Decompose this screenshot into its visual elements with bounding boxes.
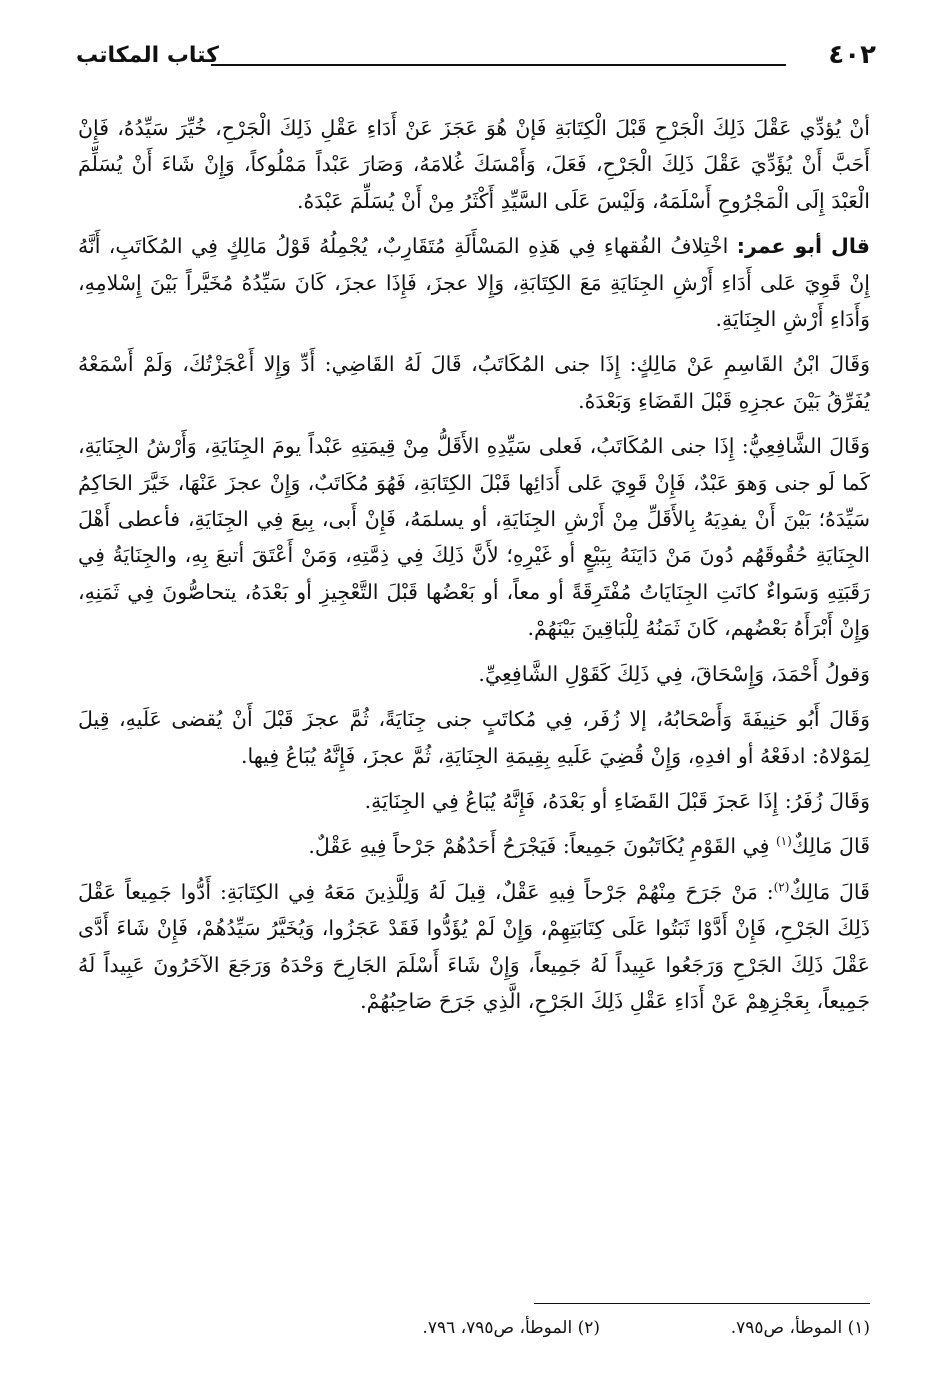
paragraph-7: وَقَالَ زُفَرُ: إِذَا عَجزَ قَبْلَ القَضَاءِ أو بَعْدَهُ، فَإِنَّهُ يُبَاعُ فِي الجِنَايَةِ. bbox=[364, 788, 870, 813]
footnote-ref-2: (٢) bbox=[773, 879, 790, 894]
footnote-ref-1: (١) bbox=[775, 834, 792, 849]
main-text bbox=[78, 110, 870, 1028]
footnote-2: (٢) الموطأ، ص٧٩٥، ٧٩٦. bbox=[422, 1318, 600, 1338]
paragraph-8-lead: قَالَ مَالِكٌ bbox=[791, 834, 870, 859]
paragraph-9-lead: قَالَ مَالِكٌ bbox=[789, 879, 870, 904]
paragraph-8 bbox=[78, 828, 870, 864]
footnote-rule bbox=[534, 1303, 870, 1304]
paragraph-9-text: : مَنْ جَرَحَ مِنْهُمْ جَرْحاً فِيهِ عَقْلٌ، قِيلَ لَهُ وَلِلَّذِينَ مَعَهُ فِي الكِتَابَةِ: أَدُّوا جَمِيعاً عَقْلَ ذَلِكَ الجَرْحِ، فَإِنْ أَدَّوْا ثَبَتُوا عَلَى كِتَابَتِهِمْ، وَإِنْ لَمْ يُؤَدُّوا فَقَدْ عَجَزُوا، وَيُخَيَّرُ سَيِّدُهُمْ، فَإِنْ شَاءَ أَدَّى عَقْلَ ذَلِكَ الجَرْحِ وَرَجَعُوا عَبِيداً لَهُ جَمِيعاً، وَإِنْ شَاءَ أَسْلَمَ الجَارِحَ وَحْدَهُ وَرَجَعَ الآخَرُونَ عَبِيداً لَهُ جَمِيعاً، بِعَجْزِهِمْ عَنْ أَدَاءِ عَقْلِ ذَلِكَ الجَرْحِ، الَّذِي جَرَحَ صَاحِبُهُمْ. bbox=[78, 879, 870, 1013]
paragraph-2 bbox=[78, 228, 870, 337]
paragraph-6: وَقَالَ أَبُو حَنِيفَةَ وَأَصْحَابُهُ، إلا زُفَر، فِي مُكاتَبٍ جنى جِنَايَةً، ثُمَّ عجزَ قَبْلَ أَنْ يُقضى عَلَيهِ، قِيلَ لِمَوْلاهُ: ادفَعْهُ أو افدِهِ، وَإِنْ قُضِيَ عَلَيهِ بِقِيمَةِ الجِنَايَةِ، ثُمَّ عجزَ، فَإِنَّهُ يُبَاعُ فِيها. bbox=[78, 707, 870, 768]
header-rule bbox=[211, 64, 786, 66]
paragraph-3: وَقَالَ ابْنُ القَاسِمِ عَنْ مَالِكٍ: إِذَا جنى المُكَاتَبُ، قَالَ لَهُ القَاضِي: أَدِّ وَإِلا أَعْجَزْتُكَ، وَلَمْ أَسْمَعْهُ يُفَرِّقُ بَيْنَ عجزِهِ قَبْلَ القَضَاءِ وَبَعْدَهُ. bbox=[78, 352, 870, 413]
paragraph-9 bbox=[78, 874, 870, 1020]
paragraph-5: وَقولُ أَحْمَدَ، وَإِسْحَاقَ، فِي ذَلِكَ كَقَوْلِ الشَّافِعِيِّ. bbox=[478, 661, 870, 686]
speaker-label: قال أبو عمر: bbox=[736, 234, 870, 259]
paragraph-4: وَقَالَ الشَّافِعِيُّ: إِذَا جنى المُكَاتَبُ، فَعلى سَيِّدِهِ الأَقَلُّ مِنْ قِيمَتِهِ عَبْداً يومَ الجِنَايَةِ، وَأَرْشُ الجِنَايَةِ، كَما لَو جنى وَهوَ عَبْدٌ، فَإِنْ قَوِيَ عَلى أَدَائِها قَبْلَ الكِتَابَةِ، فَهُوَ مُكَاتَبٌ، وَإِنْ عجزَ عَنْهَا، خَيَّرَ الحَاكِمُ سَيِّدَهُ؛ بَيْنَ أَنْ يفدِيَهُ بِالأَقَلِّ مِنْ أَرْشِ الجِنَايَةِ، أو يسلمَهُ، فَإِنْ أَبى، بِيعَ فِي الجِنَايَةِ، فأعطى أَهْلَ الجِنَايَةِ حُقُوقَهُم دُونَ مَنْ دَايَنَهُ بِبَيْعٍ أو غَيْرِهِ؛ لأَنَّ ذَلِكَ فِي ذِمَّتِهِ، وَمَنْ أَعْتَقَ أتبعَ بِهِ، والجِنَايَةُ فِي رَقَبَتِهِ وَسَواءٌ كانَتِ الجِنَايَاتُ مُفْتَرِقَةً أو معاً، أو بَعْضُها قَبْلَ التَّعْجِيزِ أو بَعْدَهُ، يتحاصُّونَ فِي ثَمَنِهِ، وَإِنْ أَبْرَأَهُ بَعْضُهم، كَانَ ثَمَنُهُ لِلْبَاقِينَ بَيْنَهُمْ. bbox=[78, 434, 870, 641]
paragraph-2-text: اخْتِلافُ الفُقهاءِ فِي هَذِهِ المَسْأَلَةِ مُتَقَارِبٌ، يُجْمِلُهُ قَوْلُ مَالِكٍ فِي المُكَاتَبِ، أَنَّهُ إِنْ قَوِيَ عَلى أَدَاءِ أَرْشِ الجِنَايَةِ مَعَ الكِتَابَةِ، وَإِلا عجزَ، فَإِذَا عجزَ، كَانَ سَيِّدُهُ مُخَيَّراً بَيْنَ إِسْلامِهِ، وَأَدَاءِ أَرْشِ الجِنَايَةِ. bbox=[78, 234, 870, 332]
footnote-1: (١) الموطأ، ص٧٩٥. bbox=[730, 1318, 870, 1338]
running-header bbox=[76, 38, 876, 78]
page-number: ٤٠٢ bbox=[828, 40, 876, 70]
paragraph-1: أنْ يُؤدِّي عَقْلَ ذَلِكَ الْجَرْحِ قَبْلَ الْكِتَابَةِ فَإنْ هُوَ عَجَزَ عَنْ أَدَاءِ عَقْلِ ذَلِكَ الْجَرْحِ، خُيِّرَ سَيِّدُهُ، فَإِنْ أَحَبَّ أَنْ يُؤَدِّيَ عَقْلَ ذَلِكَ الْجَرْحِ، فَعَلَ، وَأَمْسَكَ غُلامَهُ، وَصَارَ عَبْداً مَمْلُوكاً، وَإِنْ شَاءَ أَنْ يُسَلِّمَ الْعَبْدَ إِلَى الْمَجْرُوحِ أَسْلَمَهُ، وَلَيْسَ عَلَى السَّيِّدِ أَكْثَرُ مِنْ أَنْ يُسَلِّمَ عَبْدَهُ. bbox=[78, 116, 870, 213]
book-title: كتاب المكاتب bbox=[76, 43, 219, 68]
paragraph-8-text: فِي القَوْمِ يُكَاتَبُونَ جَمِيعاً: فَيَجْرَحُ أَحَدُهُمْ جَرْحاً فِيهِ عَقْلٌ. bbox=[308, 834, 776, 859]
